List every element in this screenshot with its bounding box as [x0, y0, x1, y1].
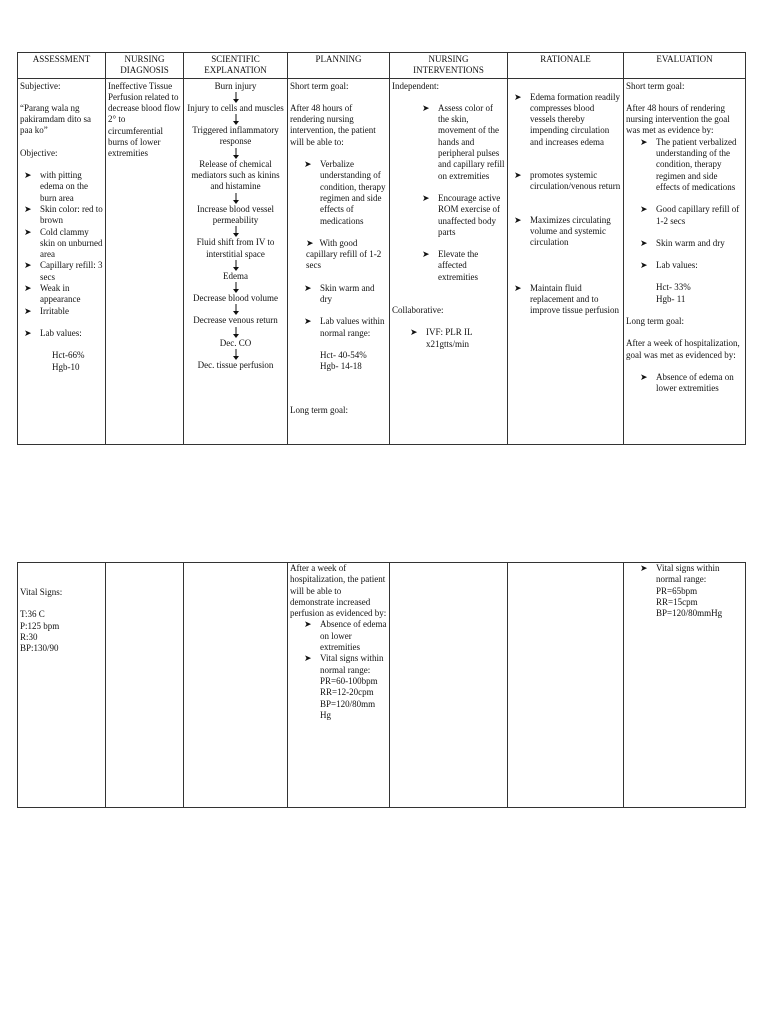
flow-step: Dec. tissue perfusion: [197, 360, 274, 371]
header-rationale: RATIONALE: [508, 53, 624, 79]
rationale-list: [510, 92, 621, 317]
down-arrow-icon: [231, 349, 241, 360]
empty-cell: [508, 563, 624, 808]
header-diagnosis: NURSING DIAGNOSIS: [106, 53, 184, 79]
list-item: ➤ Edema formation readily compresses blood vessels thereby impending circulation and increases edema: [514, 91, 620, 147]
diagnosis-cell: [106, 78, 184, 444]
arrow-bullet-icon: ➤: [640, 371, 648, 382]
list-item: ➤ Absence of edema on lower extremities: [304, 619, 387, 653]
arrow-bullet-icon: ➤: [24, 226, 32, 237]
arrow-bullet-icon: ➤: [304, 316, 312, 327]
list-item: ➤ Skin color: red to brown: [24, 203, 103, 226]
list-item: ➤ The patient verbalized understanding of the condition, therapy regimen and side effects of medications: [640, 136, 737, 192]
range-value: BP=120/80mmHg: [656, 608, 723, 619]
objective-label: Objective:: [20, 147, 58, 158]
eval-short-label: Short term goal:: [626, 80, 685, 91]
lab-value: Hgb-10: [52, 361, 80, 372]
arrow-bullet-icon: ➤: [24, 170, 32, 181]
intervention-list: [392, 103, 505, 283]
list-item: ➤ with pitting edema on the burn area: [24, 170, 88, 203]
range-value: RR=12-20cpm: [320, 687, 374, 698]
range-value: BP=120/80mm Hg: [320, 698, 376, 720]
lab-value: Hgb- 11: [656, 293, 686, 304]
arrow-bullet-icon: ➤: [640, 237, 648, 248]
evaluation-vitals-list: [626, 563, 743, 586]
evaluation-cell: [624, 78, 746, 444]
lab-value: Hct- 33%: [656, 282, 691, 293]
assessment-cell: [18, 78, 106, 444]
header-evaluation: EVALUATION: [624, 53, 746, 79]
arrow-bullet-icon: ➤: [514, 214, 522, 225]
independent-label: Independent:: [392, 80, 439, 91]
arrow-bullet-icon: ➤: [304, 653, 312, 664]
vital-value: BP:130/90: [20, 643, 59, 654]
range-value: PR=60-100bpm: [320, 675, 378, 686]
evaluation-long-list: [626, 372, 743, 395]
planning-labs: [290, 350, 387, 373]
range-value: PR=65bpm: [656, 585, 698, 596]
diagnosis-text: Ineffective Tissue Perfusion related to decrease blood flow 2° to circumferential burns of lower extremities: [108, 80, 181, 159]
list-item: ➤ Lab values within normal range:: [304, 316, 385, 338]
vital-signs-label: Vital Signs:: [20, 587, 63, 597]
arrow-bullet-icon: ➤: [410, 327, 418, 338]
flow-step: Triggered inflammatory response: [192, 125, 279, 147]
evaluation-long-cell: [624, 563, 746, 808]
arrow-bullet-icon: ➤: [24, 283, 32, 294]
list-item: ➤ Maximizes circulating volume and systemic circulation: [514, 214, 611, 248]
list-item: ➤ Maintain fluid replacement and to improve tissue perfusion: [514, 282, 619, 316]
flow-step: Edema: [223, 270, 248, 281]
short-term-label: Short term goal:: [290, 80, 349, 91]
header-assessment: ASSESSMENT: [18, 53, 106, 79]
scientific-cell: [184, 78, 288, 444]
planning-long-text: After a week of hospitalization, the patient will be able to demonstrate increased perfusion as evidenced by:: [290, 563, 387, 619]
arrow-bullet-icon: ➤: [304, 159, 312, 170]
empty-cell: [106, 563, 184, 808]
subjective-label: Subjective:: [20, 80, 61, 91]
flow-step: Injury to cells and muscles: [187, 102, 284, 113]
lab-value: Hct- 40-54%: [320, 349, 367, 360]
flow-step: Decrease venous return: [193, 315, 278, 326]
lab-value: Hct-66%: [52, 350, 85, 361]
list-item: ➤ Absence of edema on lower extremities: [640, 371, 734, 394]
assessment-labs: [20, 350, 103, 373]
interventions-cell: [390, 78, 508, 444]
flow-step: Dec. CO: [219, 337, 252, 348]
rationale-cell: [508, 78, 624, 444]
down-arrow-icon: [231, 282, 241, 293]
list-item: ➤ Lab values:: [24, 327, 82, 338]
flow-step: Increase blood vessel permeability: [197, 203, 274, 225]
long-term-label: Long term goal:: [290, 404, 348, 415]
evaluation-labs: [626, 282, 743, 305]
care-plan-table-continued: [17, 562, 746, 808]
list-item: ➤ Encourage active ROM exercise of unaffected body parts: [422, 192, 501, 237]
down-arrow-icon: [231, 327, 241, 338]
short-term-text: After 48 hours of rendering nursing intervention, the patient will be able to:: [290, 102, 376, 147]
arrow-bullet-icon: ➤: [422, 192, 430, 203]
flow-step: Fluid shift from IV to interstitial space: [196, 237, 275, 259]
header-planning: PLANNING: [288, 53, 390, 79]
arrow-bullet-icon: ➤: [640, 136, 648, 147]
list-item: ➤ IVF: PLR IL x21gtts/min: [410, 327, 473, 349]
objective-list: [20, 170, 103, 339]
list-item: ➤ Irritable: [24, 305, 69, 316]
evaluation-list: [626, 137, 743, 272]
list-item: ➤ promotes systemic circulation/venous return: [514, 170, 621, 192]
list-item: ➤ Skin warm and dry: [304, 282, 375, 305]
down-arrow-icon: [231, 193, 241, 204]
list-item: ➤ Elevate the affected extremities: [422, 249, 479, 282]
vital-value: R:30: [20, 631, 38, 642]
flow-step: Decrease blood volume: [193, 293, 278, 304]
evaluation-ranges: [626, 586, 743, 620]
arrow-bullet-icon: ➤: [640, 260, 648, 271]
eval-long-text: After a week of hospitalization, goal was met as evidenced by:: [626, 338, 740, 360]
list-item: ➤ Assess color of the skin, movement of the hands and peripheral pulses and capillary refill on extremities: [422, 102, 505, 181]
list-item: ➤ Good capillary refill of 1-2 secs: [640, 204, 740, 226]
header-interventions: NURSING INTERVENTIONS: [390, 53, 508, 79]
arrow-bullet-icon: ➤: [24, 305, 32, 316]
planning-list: [290, 159, 387, 339]
pathophysiology-flow: [186, 81, 285, 372]
eval-long-label: Long term goal:: [626, 316, 684, 327]
vitals-cell: [18, 563, 106, 808]
subjective-quote: “Parang wala ng pakiramdam dito sa paa ko”: [20, 102, 91, 136]
arrow-bullet-icon: ➤: [24, 327, 32, 338]
empty-cell: [184, 563, 288, 808]
vital-value: P:125 bpm: [20, 620, 60, 631]
list-item: ➤ Skin warm and dry: [640, 237, 725, 248]
arrow-bullet-icon: ➤: [640, 204, 648, 215]
down-arrow-icon: [231, 114, 241, 125]
list-item: ➤ Vital signs within normal range:: [640, 563, 720, 585]
down-arrow-icon: [231, 148, 241, 159]
flow-step: Release of chemical mediators such as kinins and histamine: [191, 158, 280, 192]
vital-value: T:36 C: [20, 609, 45, 620]
list-item: ➤ Lab values:: [640, 260, 698, 271]
header-row: [18, 53, 746, 79]
planning-long-cell: [288, 563, 390, 808]
down-arrow-icon: [231, 304, 241, 315]
list-item: ➤ Weak in appearance: [24, 283, 81, 305]
arrow-bullet-icon: ➤: [304, 282, 312, 293]
arrow-bullet-icon: ➤: [422, 102, 430, 113]
down-arrow-icon: [231, 226, 241, 237]
arrow-bullet-icon: ➤: [24, 203, 32, 214]
header-scientific: SCIENTIFIC EXPLANATION: [184, 53, 288, 79]
flow-step: Burn injury: [214, 80, 257, 91]
arrow-bullet-icon: ➤: [514, 170, 522, 181]
arrow-bullet-icon: ➤: [304, 619, 312, 630]
arrow-bullet-icon: ➤: [306, 237, 314, 248]
care-plan-table: [17, 52, 746, 445]
collaborative-label: Collaborative:: [392, 305, 444, 316]
empty-cell: [390, 563, 508, 808]
arrow-bullet-icon: ➤: [24, 260, 32, 271]
collaborative-list: [392, 327, 505, 350]
arrow-bullet-icon: ➤: [514, 282, 522, 293]
list-item: ➤ With good capillary refill of 1-2 secs: [306, 237, 382, 271]
arrow-bullet-icon: ➤: [514, 91, 522, 102]
content-row: [18, 78, 746, 444]
list-item: ➤ Verbalize understanding of condition, therapy regimen and side effects of medications: [304, 159, 386, 226]
down-arrow-icon: [231, 92, 241, 103]
list-item: ➤ Capillary refill: 3 secs: [24, 260, 103, 282]
list-item: ➤ Vital signs within normal range:: [304, 653, 384, 675]
list-item: ➤ Cold clammy skin on unburned area: [24, 226, 103, 260]
planning-long-list: [290, 619, 387, 675]
planning-cell: [288, 78, 390, 444]
lab-value: Hgb- 14-18: [320, 361, 362, 372]
content-row: [18, 563, 746, 808]
planning-ranges: [290, 676, 387, 721]
arrow-bullet-icon: ➤: [640, 563, 648, 573]
arrow-bullet-icon: ➤: [422, 249, 430, 260]
range-value: RR=15cpm: [656, 596, 698, 607]
down-arrow-icon: [231, 260, 241, 271]
eval-short-text: After 48 hours of rendering nursing intervention the goal was met as evidence by:: [626, 102, 730, 136]
